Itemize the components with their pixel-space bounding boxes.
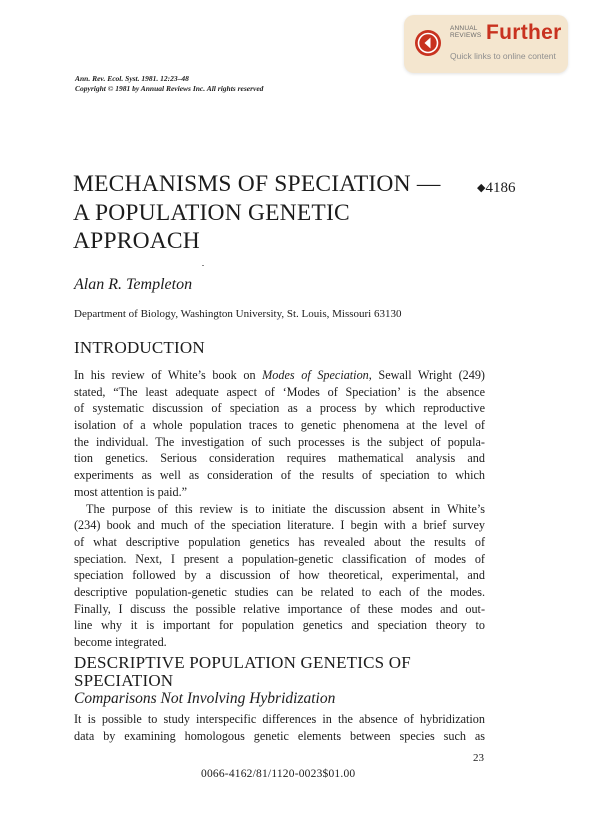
further-brand: Further bbox=[486, 21, 562, 44]
text-line: most attention is paid.” bbox=[74, 484, 188, 499]
text-line: line why it is important for population genetics and speciation theory to bbox=[74, 618, 485, 633]
text-line: isolation of a whole population traces to genetic phenomena at the level of bbox=[74, 418, 485, 433]
subsection-heading: Comparisons Not Involving Hybridization bbox=[74, 690, 336, 707]
section-heading-introduction: INTRODUCTION bbox=[74, 338, 205, 357]
text-line: The purpose of this review is to initiate the discussion absent in White’s bbox=[86, 501, 485, 516]
journal-citation: Ann. Rev. Ecol. Syst. 1981. 12:23–48 Copyright © 1981 by Annual Reviews Inc. All rights reserved bbox=[75, 74, 264, 93]
text-line: speciation followed by a discussion of how theoretical, experimental, and bbox=[74, 568, 485, 583]
text-line: experiments as well as consideration of the results of speciation to which bbox=[74, 468, 485, 483]
article-code: 0066-4162/81/1120-0023$01.00 bbox=[201, 768, 356, 780]
book-title: Modes of Speciation bbox=[262, 368, 369, 382]
reference-number: ◆4186 bbox=[477, 180, 516, 196]
text-line: Finally, I discuss the possible relative importance of these modes and out- bbox=[74, 601, 485, 616]
text-line: descriptive population-genetic studies can be related to each of the modes. bbox=[74, 585, 485, 600]
text-line: (234) book and much of the speciation literature. I begin with a brief survey bbox=[74, 518, 485, 533]
author-name: Alan R. Templeton bbox=[74, 276, 193, 293]
annual-reviews-wordmark: ANNUAL REVIEWS bbox=[450, 25, 482, 39]
text-line: speciation. Next, I present a population-genetic classification of modes of bbox=[74, 551, 485, 566]
diamond-icon: ◆ bbox=[477, 182, 486, 194]
text-line: It is possible to study interspecific differences in the absence of hybridization bbox=[74, 712, 485, 726]
introduction-paragraph-1 bbox=[74, 367, 485, 501]
further-tagline: Quick links to online content bbox=[450, 51, 556, 61]
text-line: of systematic discussion of speciation as a process by which reproductive bbox=[74, 401, 485, 416]
descriptive-paragraph bbox=[74, 711, 485, 744]
text-line: the individual. The investigation of such processes is the subject of popula- bbox=[74, 434, 485, 449]
introduction-paragraph-2 bbox=[74, 501, 485, 651]
decorative-dot bbox=[202, 265, 204, 266]
page-number: 23 bbox=[473, 752, 484, 764]
annual-reviews-further-badge[interactable] bbox=[404, 15, 568, 73]
text-line: become integrated. bbox=[74, 635, 167, 650]
section-heading-descriptive: DESCRIPTIVE POPULATION GENETICS OF SPECIATION bbox=[74, 653, 411, 690]
article-title: MECHANISMS OF SPECIATION — A POPULATION GENETIC APPROACH bbox=[73, 171, 441, 254]
text-line: data by examining homologous genetic elements between species such as bbox=[74, 728, 485, 743]
author-affiliation: Department of Biology, Washington University, St. Louis, Missouri 63130 bbox=[74, 308, 402, 320]
text-line: tion genetics. Serious consideration requires mathematical analysis and bbox=[74, 451, 485, 466]
text-line: of what descriptive population genetics has revealed about the results of bbox=[74, 534, 485, 549]
text-line: stated, “The least adequate aspect of ‘Modes of Speciation’ is the absence bbox=[74, 384, 485, 399]
further-logo-icon bbox=[414, 29, 442, 57]
text-line: In his review of White’s book on Modes of Speciation, Sewall Wright (249) bbox=[74, 368, 485, 382]
